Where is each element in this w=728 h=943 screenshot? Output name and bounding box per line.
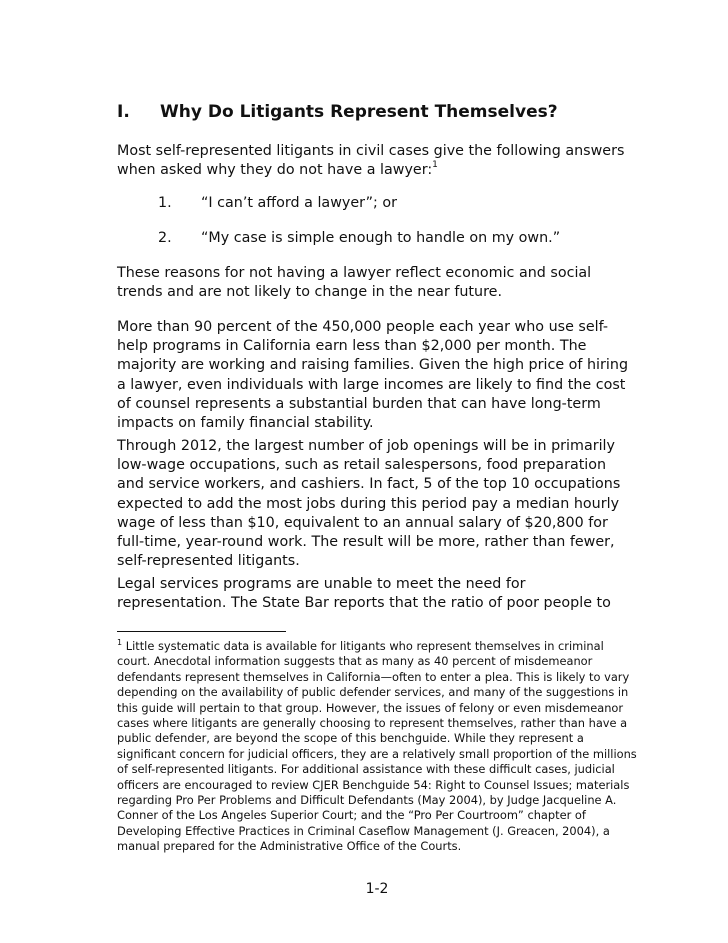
reason-number: 2. (158, 230, 172, 246)
intro-text: Most self-represented litigants in civil cases give the following answers when asked why they do not have a lawyer: (117, 143, 625, 179)
reason-number: 1. (158, 195, 172, 211)
body-paragraph: These reasons for not having a lawyer reflect economic and social trends and are not likely to change in the near future. (117, 265, 592, 301)
section-heading (117, 101, 558, 123)
footnote-text: Little systematic data is available for litigants who represent themselves in criminal court. Anecdotal information suggests that as many as 40 percent of misdemeanor defendants represent themselves in California—often to enter a plea. This is likely to vary depending on the availability of public defender services, and many of the suggestions in this guide will pertain to that group. However, the issues of felony or even misdemeanor cases where litigants are generally choosing to represent themselves, rather than have a public defender, are beyond the scope of this benchguide. While they represent a significant concern for judicial officers, they are a relatively small proportion of the millions of self-represented litigants. For additional assistance with these difficult cases, judicial officers are encouraged to review CJER Benchguide 54: Right to Counsel Issues; materials regarding Pro Per Problems and Difficult Defendants (May 2004), by Judge Jacqueline A. Conner of the Los Angeles Superior Court; and the “Pro Per Courtroom” chapter of Developing Effective Practices in Criminal Caseflow Management (J. Greacen, 2004), a manual prepared for the Administrative Office of the Courts. (117, 639, 637, 854)
footnote (117, 639, 637, 855)
footnote-separator (117, 631, 286, 632)
reason-item (158, 229, 560, 248)
footnote-marker: 1 (117, 638, 123, 647)
footnote-reference: 1 (432, 160, 438, 171)
body-paragraph: Legal services programs are unable to meet the need for representation. The State Bar reports that the ratio of poor people to (117, 576, 611, 612)
section-number: I. (117, 102, 130, 122)
body-paragraph: Through 2012, the largest number of job openings will be in primarily low-wage occupations, such as retail salespersons, food preparation and service workers, and cashiers. In fact, 5 of the top 10 occupations expected to add the most jobs during this period pay a median hourly wage of less than $10, equivalent to an annual salary of $20,800 for full-time, year-round work. The result will be more, rather than fewer, self-represented litigants. (117, 438, 621, 570)
intro-paragraph (117, 142, 637, 180)
section-title: Why Do Litigants Represent Themselves? (160, 102, 558, 122)
reason-text: “My case is simple enough to handle on my own.” (201, 230, 561, 246)
reason-text: “I can’t afford a lawyer”; or (201, 195, 398, 211)
reason-item (158, 194, 397, 213)
body-paragraph: More than 90 percent of the 450,000 people each year who use self-help programs in California earn less than $2,000 per month. The majority are working and raising families. Given the high price of hiring a lawyer, even individuals with large incomes are likely to find the cost of counsel represents a substantial burden that can have long-term impacts on family financial stability. (117, 319, 629, 432)
page-number: 1-2 (365, 881, 389, 897)
